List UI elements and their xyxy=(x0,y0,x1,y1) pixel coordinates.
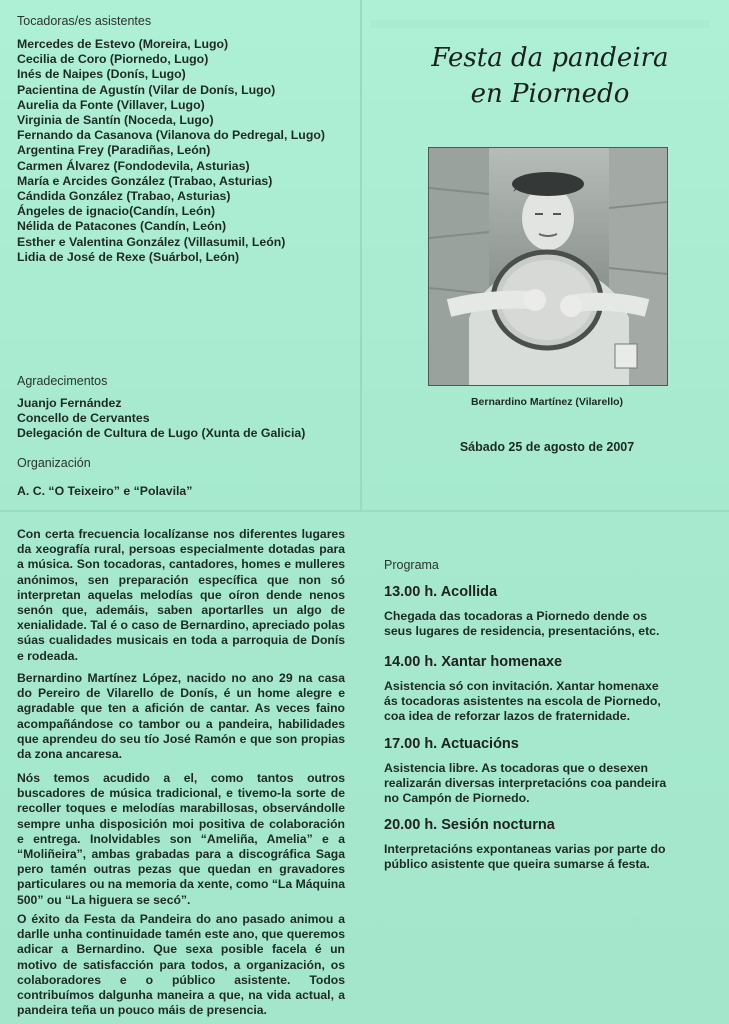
attendee-name: Inés de Naipes (Donís, Lugo) xyxy=(17,67,186,82)
fold-line-horizontal xyxy=(0,510,729,512)
fold-line-vertical xyxy=(360,0,362,510)
musician-photo-illustration xyxy=(429,148,667,385)
programa-item-time: 13.00 h. Acollida xyxy=(384,584,498,600)
attendee-name: Cecilia de Coro (Piornedo, Lugo) xyxy=(17,52,209,67)
programa-item-desc: Chegada das tocadoras a Piornedo dende os seus lugares de residencia, presentacións, etc. xyxy=(384,609,660,639)
attendee-name: Mercedes de Estevo (Moreira, Lugo) xyxy=(17,37,229,51)
organization-heading: Organización xyxy=(17,456,91,470)
body-paragraph: O éxito da Festa da Pandeira do ano pasado animou a darlle unha continuidade tamén este ano, que queremos adicar a Bernardino. Que sexa posible facela é un motivo de satisfacción para todos, a organización, os colaboradores e o público asistente. Todos contribuímos dalgunha maneira a que, na vida actual, a pandeira teña un pouco máis de presencia. xyxy=(17,912,345,1018)
attendee-name: Fernando da Casanova (Vilanova do Pedregal, Lugo) xyxy=(17,128,325,143)
programa-item-desc: Asistencia libre. As tocadoras que o desexen realizarán diversas interpretacións coa pandeira no Campón de Piornedo. xyxy=(384,761,667,806)
thanks-heading: Agradecimentos xyxy=(17,374,108,388)
attendee-name: Cándida González (Trabao, Asturias) xyxy=(17,189,231,204)
body-paragraph: Con certa frecuencia localízanse nos diferentes lugares da xeografía rural, persoas especialmente dotadas para a música. Son tocadoras, cantadores, homes e mulleres anónimos, sen preparación específica que non só interpretan aquelas melodías que oíron dende nenos senón que, ademáis, saben aportarlles un algo de xenialidade. Tal é o caso de Bernardino, apreciado polas súas cualidades musicais en toda a parroquia de Donís e rodeada. xyxy=(17,527,345,663)
cover-title-line2: en Piornedo xyxy=(470,79,630,109)
attendee-name: Carmen Álvarez (Fondodevila, Asturias) xyxy=(17,158,250,173)
thanks-name: Juanjo Fernández xyxy=(17,396,122,410)
attendee-name: Argentina Frey (Paradiñas, León) xyxy=(17,143,211,158)
attendee-name: María e Arcides González (Trabao, Asturias) xyxy=(17,173,273,188)
thanks-name: Delegación de Cultura de Lugo (Xunta de Galicia) xyxy=(17,426,306,441)
attendees-list xyxy=(17,37,325,265)
thanks-list xyxy=(17,396,305,442)
programa-item-time: 20.00 h. Sesión nocturna xyxy=(384,817,555,833)
attendee-name: Nélida de Patacones (Candín, León) xyxy=(17,219,227,234)
attendee-name: Pacientina de Agustín (Vilar de Donís, Lugo) xyxy=(17,82,276,97)
programa-heading: Programa xyxy=(384,558,439,572)
attendee-name: Virginia de Santín (Noceda, Lugo) xyxy=(17,113,214,128)
organization-value: A. C. “O Teixeiro” e “Polavila” xyxy=(17,484,193,498)
body-paragraph: Bernardino Martínez López, nacido no ano 29 na casa do Pereiro de Vilarello de Donís, é un home alegre e agradable que ten a afición de cantar. As veces faino acompañándose co tambor ou a pandeira, habilidades que aprendeu do seu tío José Ramón e que son propias da zona ancaresa. xyxy=(17,671,345,762)
programa-item-desc: Interpretacións expontaneas varias por parte do público asistente que queira sumarse á festa. xyxy=(384,842,666,872)
attendees-heading: Tocadoras/es asistentes xyxy=(17,14,152,28)
attendee-name: Ángeles de ignacio(Candín, León) xyxy=(17,204,216,219)
programa-item-time: 17.00 h. Actuacións xyxy=(384,736,519,752)
attendee-name: Aurelia da Fonte (Villaver, Lugo) xyxy=(17,97,205,112)
programa-item-desc: Asistencia só con invitación. Xantar homenaxe ás tocadoras asistentes na escola de Piornedo, coa idea de reforzar lazos de fraternidade. xyxy=(384,679,661,724)
photo-caption: Bernardino Martínez (Vilarello) xyxy=(470,396,624,408)
programa-item-time: 14.00 h. Xantar homenaxe xyxy=(384,654,563,670)
thanks-name: Concello de Cervantes xyxy=(17,411,150,426)
event-date: Sábado 25 de agosto de 2007 xyxy=(459,440,635,454)
attendee-name: Lidia de José de Rexe (Suárbol, León) xyxy=(17,249,240,264)
cover-title-line1: Festa da pandeira xyxy=(431,43,669,73)
attendee-name: Esther e Valentina González (Villasumil, León) xyxy=(17,234,286,249)
cover-photo xyxy=(428,147,668,386)
body-paragraph: Nós temos acudido a el, como tantos outros buscadores de música tradicional, e tivemo-la sorte de recoller toques e melodías marabillosas, observándolle sempre unha disposición moi positiva de colaboración e entrega. Inolvidables son “Ameliña, Amelia” e a “Moliñeira”, ambas grabadas para a discográfica Saga pero tamén outras pezas que quedan en gravadores particulares ou na memoria da xente, como “La Máquina 500” ou “La higuera se secó”. xyxy=(17,771,345,907)
